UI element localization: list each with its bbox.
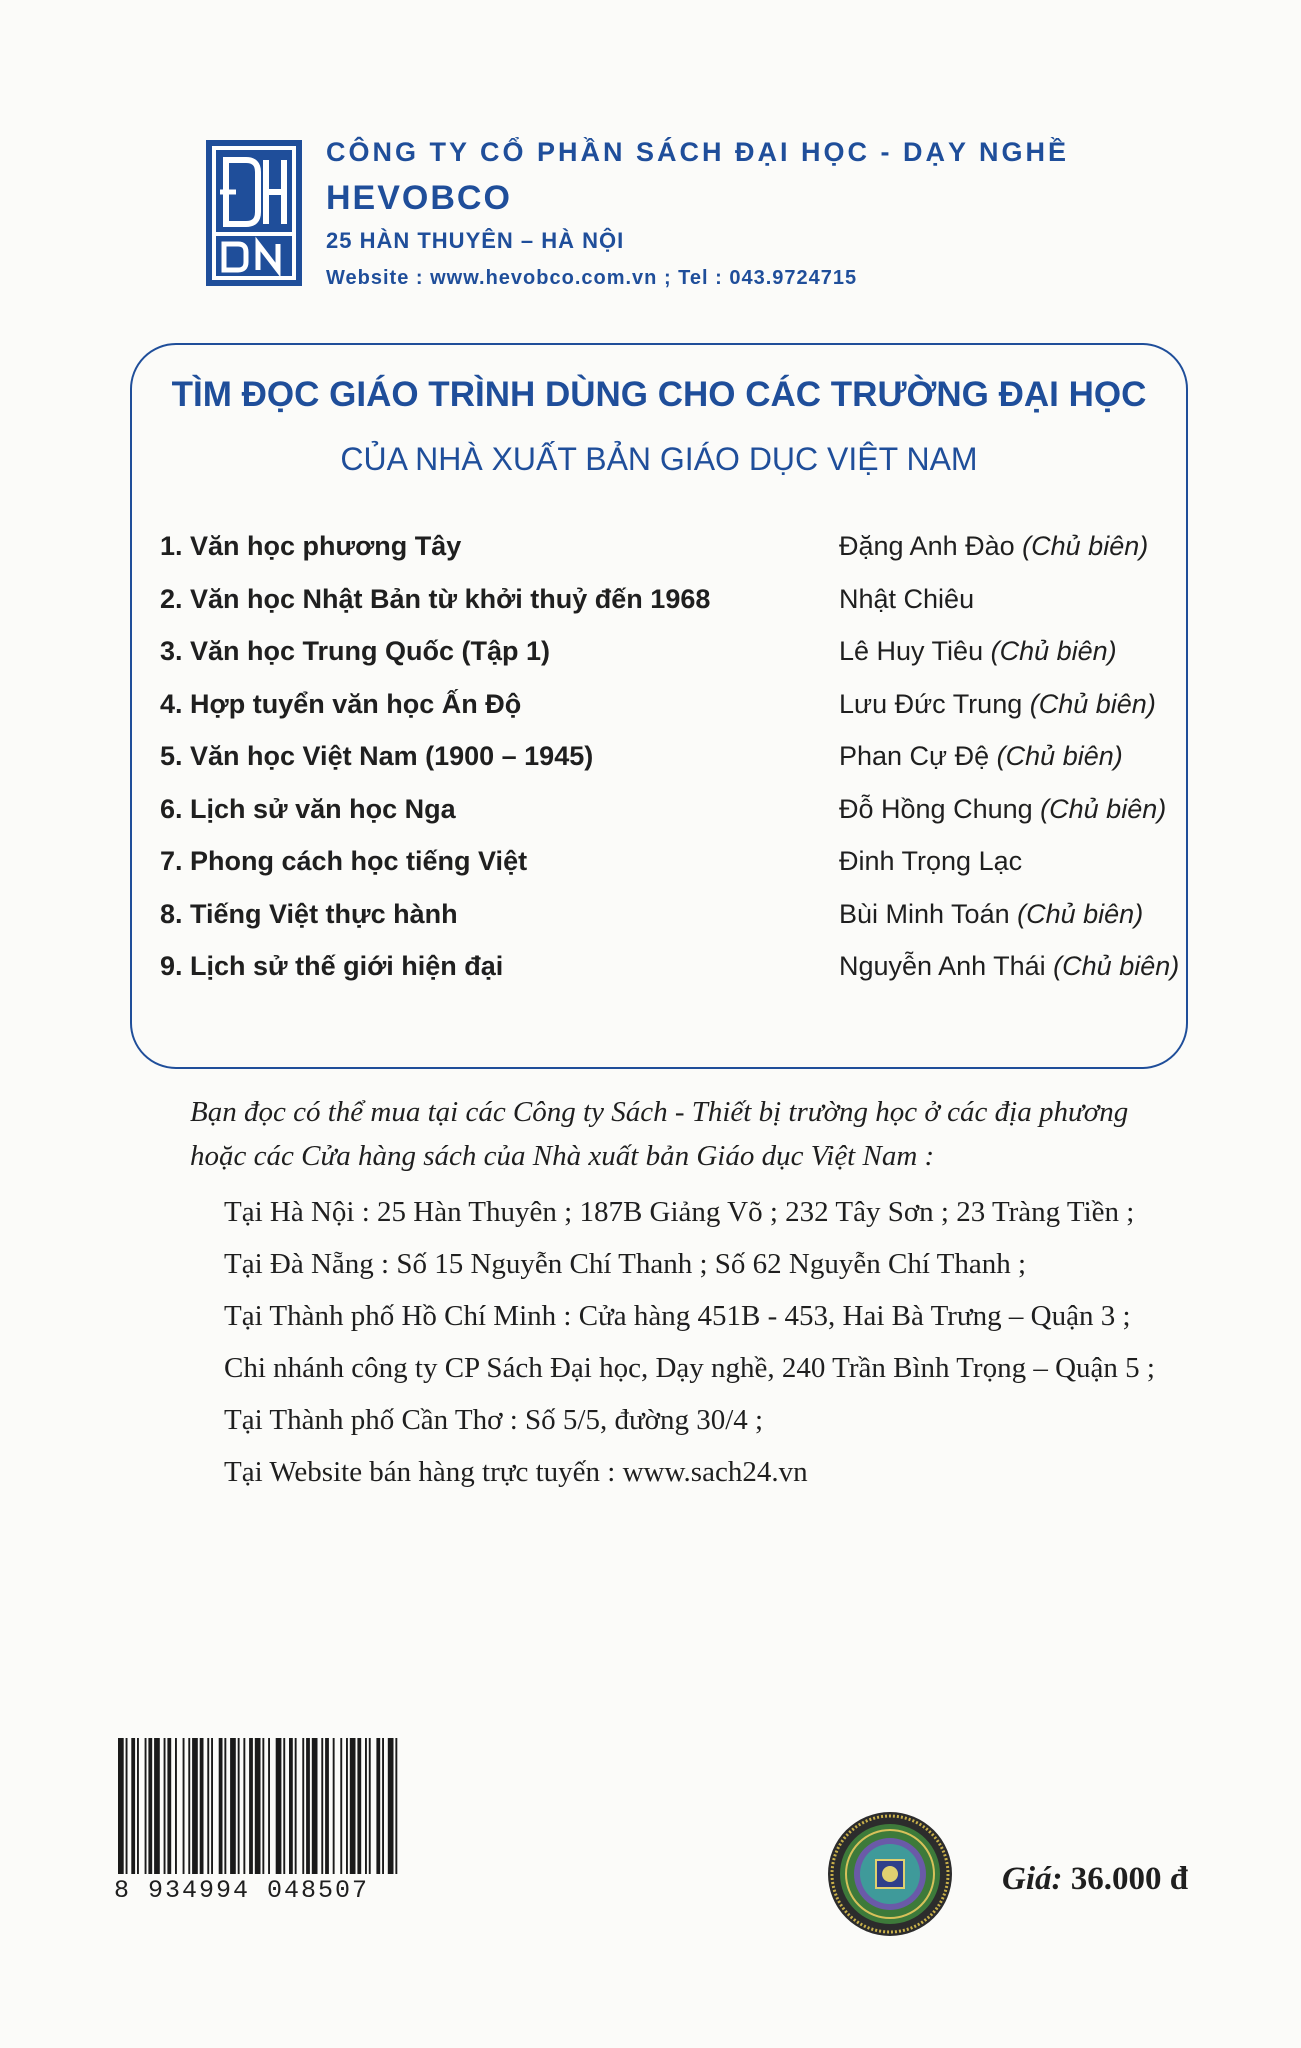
barcode-bar <box>154 1738 160 1874</box>
list-item <box>160 794 1170 847</box>
author-role: (Chủ biên) <box>990 636 1117 666</box>
author-role: (Chủ biên) <box>1029 688 1156 719</box>
publisher-info <box>326 134 1069 294</box>
barcode-bar <box>238 1738 240 1874</box>
barcode-bar <box>126 1738 128 1874</box>
book-list <box>160 531 1180 1004</box>
barcode-bar <box>249 1738 253 1874</box>
book-title: 4. Hợp tuyển văn học Ấn Độ <box>160 688 522 719</box>
store-line: Tại Website bán hàng trực tuyến : www.sach24.vn <box>224 1456 808 1488</box>
book-title: 5. Văn học Việt Nam (1900 – 1945) <box>160 741 594 771</box>
list-item <box>160 636 1170 689</box>
purchase-intro-line-1: Bạn đọc có thể mua tại các Công ty Sách - Thiết bị trường học ở các địa phương <box>190 1096 1129 1128</box>
barcode-bars <box>114 1738 404 1874</box>
book-title: 6. Lịch sử văn học Nga <box>160 793 456 824</box>
author-name: Nhật Chiêu <box>839 583 975 614</box>
barcode-bar <box>283 1738 285 1874</box>
author-role: (Chủ biên) <box>1017 898 1144 929</box>
book-title: 3. Văn học Trung Quốc (Tập 1) <box>160 636 551 666</box>
purchase-intro-line-2: hoặc các Cửa hàng sách của Nhà xuất bản Giáo dục Việt Nam : <box>190 1140 935 1172</box>
book-author <box>839 531 1148 562</box>
author-name: Lưu Đức Trung <box>839 688 1023 719</box>
book-title: 1. Văn học phương Tây <box>160 531 462 561</box>
barcode-bar <box>388 1738 394 1874</box>
publisher-address: 25 HÀN THUYÊN – HÀ NỘI <box>326 228 625 253</box>
book-title: 8. Tiếng Việt thực hành <box>160 898 458 929</box>
publisher-block <box>206 134 1156 294</box>
barcode <box>114 1738 404 1908</box>
barcode-digits: 8 934994 048507 <box>114 1876 370 1905</box>
author-role: (Chủ biên) <box>996 741 1123 771</box>
book-list-heading: TÌM ĐỌC GIÁO TRÌNH DÙNG CHO CÁC TRƯỜNG ĐẠI HỌC <box>171 375 1147 414</box>
barcode-bar <box>276 1738 282 1874</box>
barcode-bar <box>376 1738 380 1874</box>
barcode-bar <box>219 1738 223 1874</box>
book-list-subheading: CỦA NHÀ XUẤT BẢN GIÁO DỤC VIỆT NAM <box>340 441 978 477</box>
barcode-bar <box>183 1738 185 1874</box>
hologram-seal-icon <box>826 1810 954 1938</box>
price-label: Giá: <box>1002 1861 1063 1897</box>
author-role: (Chủ biên) <box>1022 531 1149 561</box>
barcode-bar <box>207 1738 209 1874</box>
book-title: 2. Văn học Nhật Bản từ khởi thuỷ đến 1968 <box>160 583 711 614</box>
author-name: Đặng Anh Đào <box>839 531 1015 561</box>
barcode-bar <box>357 1738 361 1874</box>
list-item <box>160 899 1170 952</box>
price-value: 36.000 đ <box>1070 1861 1189 1897</box>
purchase-info <box>190 1090 1250 1498</box>
publisher-logo <box>206 140 302 286</box>
barcode-bar <box>306 1738 310 1874</box>
book-author <box>839 951 1179 982</box>
list-item <box>160 846 1170 899</box>
price <box>1002 1861 1188 1898</box>
publisher-name: CÔNG TY CỔ PHẦN SÁCH ĐẠI HỌC - DẠY NGHỀ <box>326 137 1070 167</box>
author-name: Nguyễn Anh Thái <box>839 951 1046 981</box>
list-item <box>160 689 1170 742</box>
barcode-bar <box>333 1738 335 1874</box>
barcode-bar <box>211 1738 213 1874</box>
publisher-short-name: HEVOBCO <box>326 179 512 217</box>
barcode-bar <box>340 1738 342 1874</box>
barcode-bar <box>192 1738 198 1874</box>
barcode-bar <box>164 1738 166 1874</box>
barcode-bar <box>167 1738 171 1874</box>
store-line: Tại Hà Nội : 25 Hàn Thuyên ; 187B Giảng Võ ; 232 Tây Sơn ; 23 Tràng Tiền ; <box>224 1196 1135 1228</box>
author-role: (Chủ biên) <box>1053 951 1180 981</box>
barcode-bar <box>365 1738 367 1874</box>
store-line: Tại Thành phố Hồ Chí Minh : Cửa hàng 451B - 453, Hai Bà Trưng – Quận 3 ; <box>224 1300 1131 1332</box>
list-item <box>160 741 1170 794</box>
logo-graphic <box>206 140 302 286</box>
barcode-bar <box>395 1738 397 1874</box>
book-author <box>839 636 1117 667</box>
author-role: (Chủ biên) <box>1040 793 1167 824</box>
barcode-bar <box>255 1738 261 1874</box>
seal-graphic <box>826 1810 954 1938</box>
barcode-bar <box>175 1738 177 1874</box>
book-title: 9. Lịch sử thế giới hiện đại <box>160 951 504 981</box>
book-author <box>839 741 1123 772</box>
barcode-bar <box>118 1738 124 1874</box>
list-item <box>160 531 1170 584</box>
barcode-bar <box>188 1738 190 1874</box>
book-title: 7. Phong cách học tiếng Việt <box>160 846 528 876</box>
barcode-bar <box>346 1738 348 1874</box>
barcode-bar <box>137 1738 139 1874</box>
barcode-bar <box>224 1738 226 1874</box>
book-author <box>839 899 1143 930</box>
book-author <box>839 584 974 615</box>
barcode-bar <box>145 1738 147 1874</box>
barcode-bar <box>382 1738 384 1874</box>
barcode-bar <box>262 1738 264 1874</box>
author-name: Đỗ Hồng Chung <box>839 793 1033 824</box>
author-name: Phan Cự Đệ <box>839 741 990 771</box>
barcode-bar <box>230 1738 236 1874</box>
barcode-bar <box>369 1738 371 1874</box>
publisher-contact: Website : www.hevobco.com.vn ; Tel : 043.9724715 <box>326 267 858 289</box>
book-author <box>839 794 1166 825</box>
barcode-bar <box>243 1738 245 1874</box>
barcode-bar <box>321 1738 323 1874</box>
author-name: Đinh Trọng Lạc <box>839 846 1023 876</box>
book-author <box>839 689 1156 720</box>
author-name: Bùi Minh Toán <box>839 898 1010 929</box>
book-author <box>839 846 1022 877</box>
barcode-bar <box>148 1738 152 1874</box>
barcode-bar <box>325 1738 329 1874</box>
barcode-bar <box>268 1738 270 1874</box>
store-line: Tại Thành phố Cần Thơ : Số 5/5, đường 30/4 ; <box>224 1404 764 1436</box>
list-item <box>160 951 1180 1004</box>
list-item <box>160 584 1170 637</box>
barcode-bar <box>350 1738 356 1874</box>
barcode-bar <box>131 1738 135 1874</box>
barcode-bar <box>302 1738 304 1874</box>
store-line: Chi nhánh công ty CP Sách Đại học, Dạy nghề, 240 Trần Bình Trọng – Quận 5 ; <box>224 1352 1155 1384</box>
barcode-bar <box>289 1738 293 1874</box>
book-list-box <box>130 343 1188 1069</box>
store-line: Tại Đà Nẵng : Số 15 Nguyễn Chí Thanh ; Số 62 Nguyễn Chí Thanh ; <box>224 1248 1027 1280</box>
barcode-bar <box>312 1738 318 1874</box>
author-name: Lê Huy Tiêu <box>839 636 984 666</box>
barcode-bar <box>295 1738 297 1874</box>
barcode-bar <box>200 1738 204 1874</box>
store-list <box>190 1186 1250 1498</box>
